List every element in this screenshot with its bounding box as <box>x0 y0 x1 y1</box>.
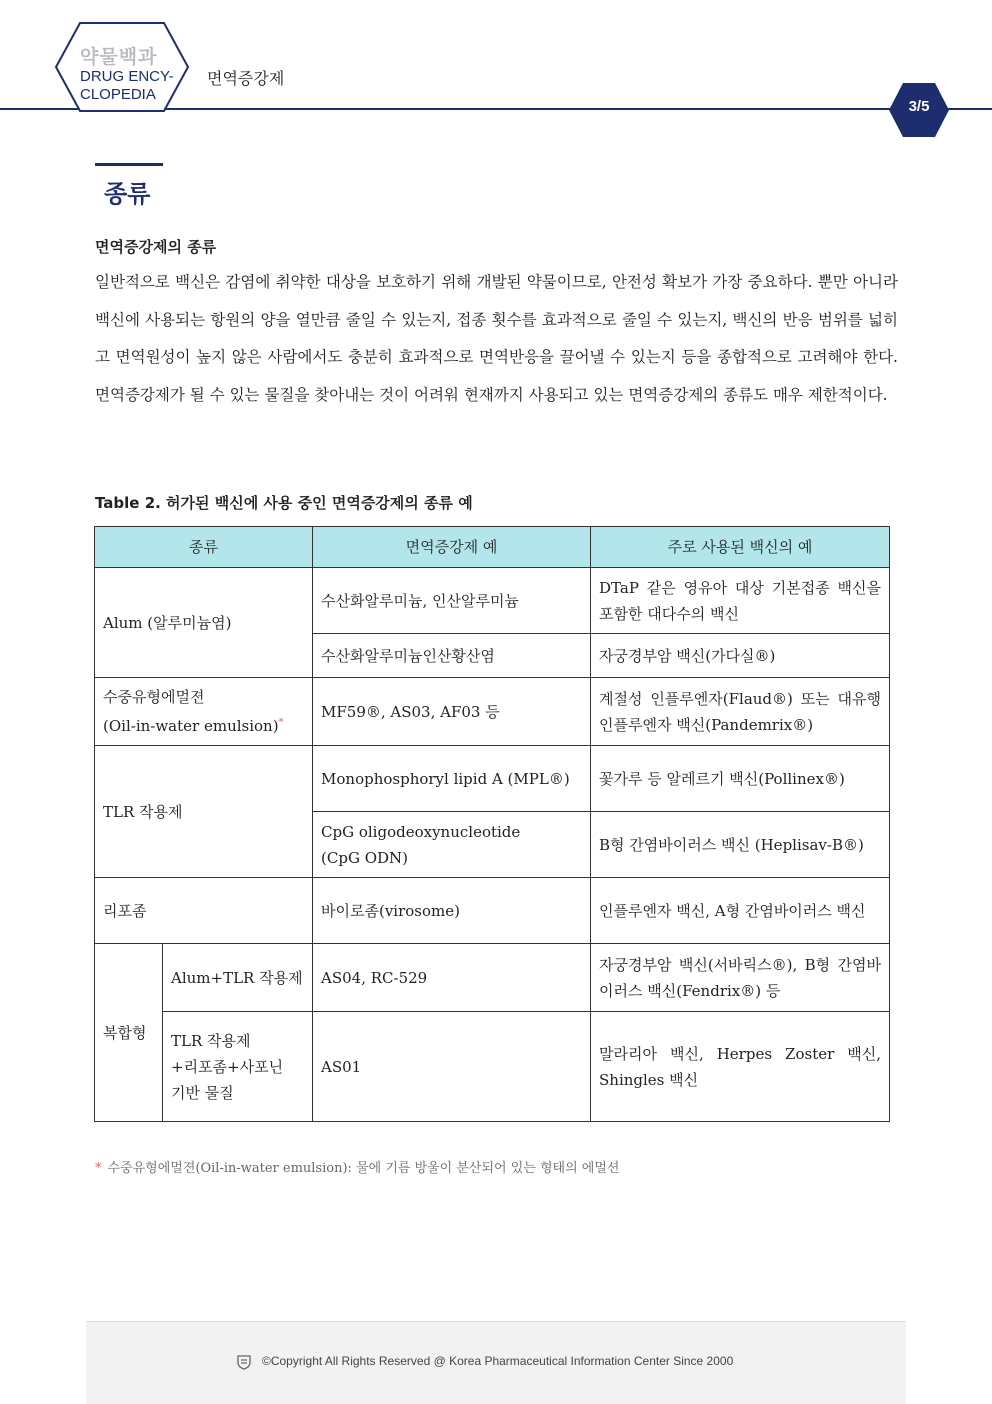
footnote-marker: * <box>278 717 284 728</box>
footnote-text: 수중유형에멀젼(Oil-in-water emulsion): 물에 기름 방울이 분산되어 있는 형태의 에멀션 <box>107 1161 620 1176</box>
copyright-text: ©Copyright All Rights Reserved @ Korea Pharmaceutical Information Center Since 2000 <box>262 1354 734 1368</box>
type-cell-liposome: 리포좀 <box>95 878 313 944</box>
subtype-cell <box>163 1012 313 1122</box>
cpg-line2: (CpG ODN) <box>321 848 408 867</box>
adjuvant-cell <box>313 812 591 878</box>
cpg-line1: CpG oligodeoxynucleotide <box>321 822 521 841</box>
section-subtitle: 면역증강제의 종류 <box>95 238 217 256</box>
header-cell-adjuvant: 면역증강제 예 <box>313 527 591 568</box>
table-row <box>95 568 890 634</box>
vaccine-cell: B형 간염바이러스 백신 (Heplisav-B®) <box>591 812 890 878</box>
adjuvant-cell: 수산화알루미늄인산황산염 <box>313 634 591 678</box>
adjuvant-cell: 바이로좀(virosome) <box>313 878 591 944</box>
adjuvant-table <box>94 526 890 1122</box>
header-title: 면역증강제 <box>207 69 285 88</box>
type-cell-emulsion <box>95 678 313 746</box>
emulsion-name-ko: 수중유형에멀젼 <box>103 688 205 706</box>
emblem-icon <box>236 1354 252 1370</box>
vaccine-cell: 계절성 인플루엔자(Flaud®) 또는 대유행 인플루엔자 백신(Pandemrix®) <box>591 678 890 746</box>
emulsion-name-en <box>103 710 304 739</box>
logo-english-line2: CLOPEDIA <box>80 86 156 103</box>
section-title: 종류 <box>104 180 151 208</box>
subtype-line2: +리포좀+사포닌 <box>171 1057 284 1076</box>
type-cell-alum: Alum (알루미늄염) <box>95 568 313 678</box>
body-paragraph: 일반적으로 백신은 감염에 취약한 대상을 보호하기 위해 개발된 약물이므로, 안전성 확보가 가장 중요하다. 뿐만 아니라 백신에 사용되는 항원의 양을 열만큼 줄일 수 있는지, 접종 횟수를 효과적으로 줄일 수 있는지, 백신의 반응 범위를 넓히고 면역원성이 높지 않은 사람에서도 충분히 효과적으로 면역반응을 끌어낼 수 있는지 등을 종합적으로 고려해야 한다. 면역증강제가 될 수 있는 물질을 찾아내는 것이 어려워 현재까지 사용되고 있는 면역증강제의 종류도 매우 제한적이다. <box>95 273 898 404</box>
logo-english <box>80 68 190 104</box>
footnote-mark: * <box>95 1161 102 1176</box>
table-row <box>95 944 890 1012</box>
subtype-line1: TLR 작용제 <box>171 1031 251 1050</box>
vaccine-cell: 말라리아 백신, Herpes Zoster 백신, Shingles 백신 <box>591 1012 890 1122</box>
table-header-row <box>95 527 890 568</box>
type-cell-tlr: TLR 작용제 <box>95 746 313 878</box>
adjuvant-cell: Monophosphoryl lipid A (MPL®) <box>313 746 591 812</box>
vaccine-cell: DTaP 같은 영유아 대상 기본접종 백신을 포함한 대다수의 백신 <box>591 568 890 634</box>
table-row <box>95 678 890 746</box>
header-cell-type: 종류 <box>95 527 313 568</box>
adjuvant-cell: MF59®, AS03, AF03 등 <box>313 678 591 746</box>
table-row <box>95 878 890 944</box>
header-cell-vaccine: 주로 사용된 백신의 예 <box>591 527 890 568</box>
adjuvant-cell: AS04, RC-529 <box>313 944 591 1012</box>
page-number: 3/5 <box>908 98 930 115</box>
subtype-line3: 기반 물질 <box>171 1083 234 1102</box>
logo-english-line1: DRUG ENCY- <box>80 68 174 85</box>
table-caption: Table 2. 허가된 백신에 사용 중인 면역증강제의 종류 예 <box>95 494 473 512</box>
vaccine-cell: 자궁경부암 백신(서바릭스®), B형 간염바이러스 백신(Fendrix®) 등 <box>591 944 890 1012</box>
vaccine-cell: 꽃가루 등 알레르기 백신(Pollinex®) <box>591 746 890 812</box>
section-accent-bar <box>95 163 163 166</box>
adjuvant-cell: AS01 <box>313 1012 591 1122</box>
table-row <box>95 746 890 812</box>
footnote <box>95 1157 619 1176</box>
table-row <box>95 1012 890 1122</box>
vaccine-cell: 인플루엔자 백신, A형 간염바이러스 백신 <box>591 878 890 944</box>
logo-korean: 약물백과 <box>80 46 158 68</box>
emulsion-name-en-text: (Oil-in-water emulsion) <box>103 717 279 735</box>
adjuvant-cell: 수산화알루미늄, 인산알루미늄 <box>313 568 591 634</box>
type-cell-combo: 복합형 <box>95 944 163 1122</box>
subtype-cell: Alum+TLR 작용제 <box>163 944 313 1012</box>
vaccine-cell: 자궁경부암 백신(가다실®) <box>591 634 890 678</box>
